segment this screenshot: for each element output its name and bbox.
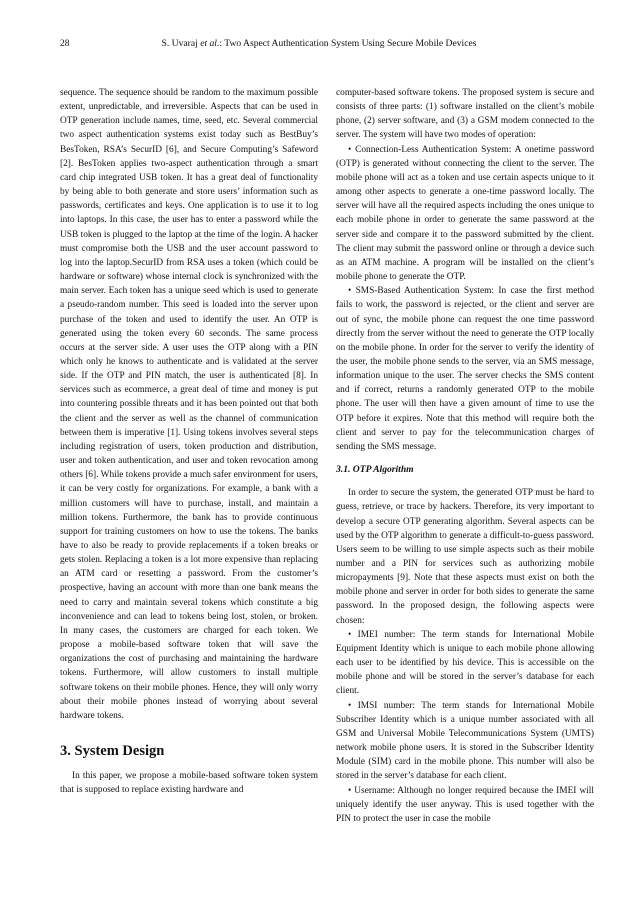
connection-less-paragraph: • Connection-Less Authentication System: A onetime password (OTP) is generated without connecting the client to the server. The mobile phone will act as a token and use certain aspects unique to it among other aspects to generate a one-time password locally. The server will have all the required aspects including the ones unique to each mobile phone in order to generate the same password at the server side and compare it to the password submitted by the client. The client may submit the password online or through a device such as an ATM machine. A program will be installed on the client’s mobile phone to generate the OTP.	[336, 144, 594, 283]
section-heading-system-design: 3. System Design	[60, 743, 165, 760]
running-header	[60, 38, 578, 52]
left-paragraph-1: sequence. The sequence should be random to the maximum possible extent, unpredictable, and irreversible. Aspects that can be used in OTP generation include names, time, seed, etc. Several commercial two aspect authentication systems exist today such as BestBuy’s BesToken, RSA’s SecurID [6], and Secure Computing’s Safeword [2]. BesToken applies two-aspect authentication through a smart card chip integrated USB token. It has a great deal of functionality by being able to both generate and store users’ information such as passwords, certificates and keys. One application is to use it to log into laptops. In this case, the user has to enter a password while the USB token is plugged to the laptop at the time of the login. A hacker must compromise both the USB and the user account password to log into the laptop.SecurID from RSA uses a token (which could be hardware or software) whose internal clock is synchronized with the main server. Each token has a unique seed which is used to generate a pseudo-random number. This seed is loaded into the server upon purchase of the token and used to identify the user. An OTP is generated using the token every 60 seconds. The same process occurs at the server side. A user uses the OTP along with a PIN which only he knows to authenticate and is validated at the server side. If the OTP and PIN match, the user is authenticated [8]. In services such as ecommerce, a great deal of time and money is put into countering possible threats and it has been pointed out that both the client and the server as well as the channel of communication between them is imperative [1]. Using tokens involves several steps including registration of users, token production and distribution, user and token authentication, and user and token revocation among others [6]. While tokens provide a much safer environment for users, it can be very costly for organizations. For example, a bank with a million customers will have to purchase, install, and maintain a million tokens. Furthermore, the bank has to provide continuous support for training customers on how to use the tokens. The banks have to also be ready to provide replacements if a token breaks or gets stolen. Replacing a token is a lot more expensive than replacing an ATM card or resetting a password. From the customer’s prospective, having an account with more than one bank means the need to carry and maintain several tokens which constitute a big inconvenience and can lead to tokens being lost, stolen, or broken. In many cases, the customers are charged for each token. We propose a mobile-based software token that will save the organizations the cost of purchasing and maintaining the hardware tokens. Furthermore, will allow customers to install multiple software tokens on their mobile phones. Hence, they will only worry about their mobile phones instead of worrying about several hardware tokens.	[60, 88, 318, 721]
header-paper-title: : Two Aspect Authentication System Using Secure Mobile Devices	[219, 38, 477, 49]
page-number: 28	[60, 38, 70, 49]
subsection-heading-otp-algorithm: 3.1. OTP Algorithm	[336, 464, 414, 476]
header-etal: et al.	[200, 38, 220, 49]
left-column	[60, 86, 318, 797]
right-column	[336, 86, 594, 826]
username-paragraph: • Username: Although no longer required because the IMEI will uniquely identify the user anyway. This is used together with the PIN to protect the user in case the mobile	[336, 785, 594, 824]
otp-algorithm-paragraph: In order to secure the system, the generated OTP must be hard to guess, retrieve, or trace by hackers. Therefore, its very important to develop a secure OTP generating algorithm. Several aspects can be used by the OTP algorithm to generate a difficult-to-guess password. Users seem to be willing to use simple aspects such as their mobile number and a PIN for services such as authorizing mobile micropayments [9]. Note that these aspects must exist on both the mobile phone and server in order for both sides to generate the same password. In the proposed design, the following aspects were chosen:	[336, 488, 594, 626]
left-paragraph-2: In this paper, we propose a mobile-based software token system that is supposed to replace existing hardware and	[60, 771, 318, 796]
running-head-title	[60, 38, 578, 49]
sms-based-paragraph: • SMS-Based Authentication System: In case the first method fails to work, the password is rejected, or the client and server are out of sync, the mobile phone can request the one time password directly from the server without the need to generate the OTP locally on the mobile phone. In order for the server to verify the identity of the user, the mobile phone sends to the server, via an SMS message, information unique to the user. The server checks the SMS content and if correct, returns a randomly generated OTP to the mobile phone. The user will then have a given amount of time to use the OTP before it expires. Note that this method will require both the client and server to pay for the telecommunication charges of sending the SMS message.	[336, 286, 594, 452]
header-authors: S. Uvaraj	[161, 38, 201, 49]
imsi-paragraph: • IMSI number: The term stands for International Mobile Subscriber Identity which is a unique number associated with all GSM and Universal Mobile Telecommunications System (UMTS) network mobile phone users. It is stored in the Subscriber Identity Module (SIM) card in the mobile phone. This number will also be stored in the server’s database for each client.	[336, 700, 594, 782]
imei-paragraph: • IMEI number: The term stands for International Mobile Equipment Identity which is unique to each mobile phone allowing each user to be identified by his device. This is accessible on the mobile phone and will be stored in the server’s database for each client.	[336, 629, 594, 697]
right-paragraph-1: computer-based software tokens. The proposed system is secure and consists of three parts: (1) software installed on the client’s mobile phone, (2) server software, and (3) a GSM modem connected to the server. The system will have two modes of operation:	[336, 88, 594, 141]
